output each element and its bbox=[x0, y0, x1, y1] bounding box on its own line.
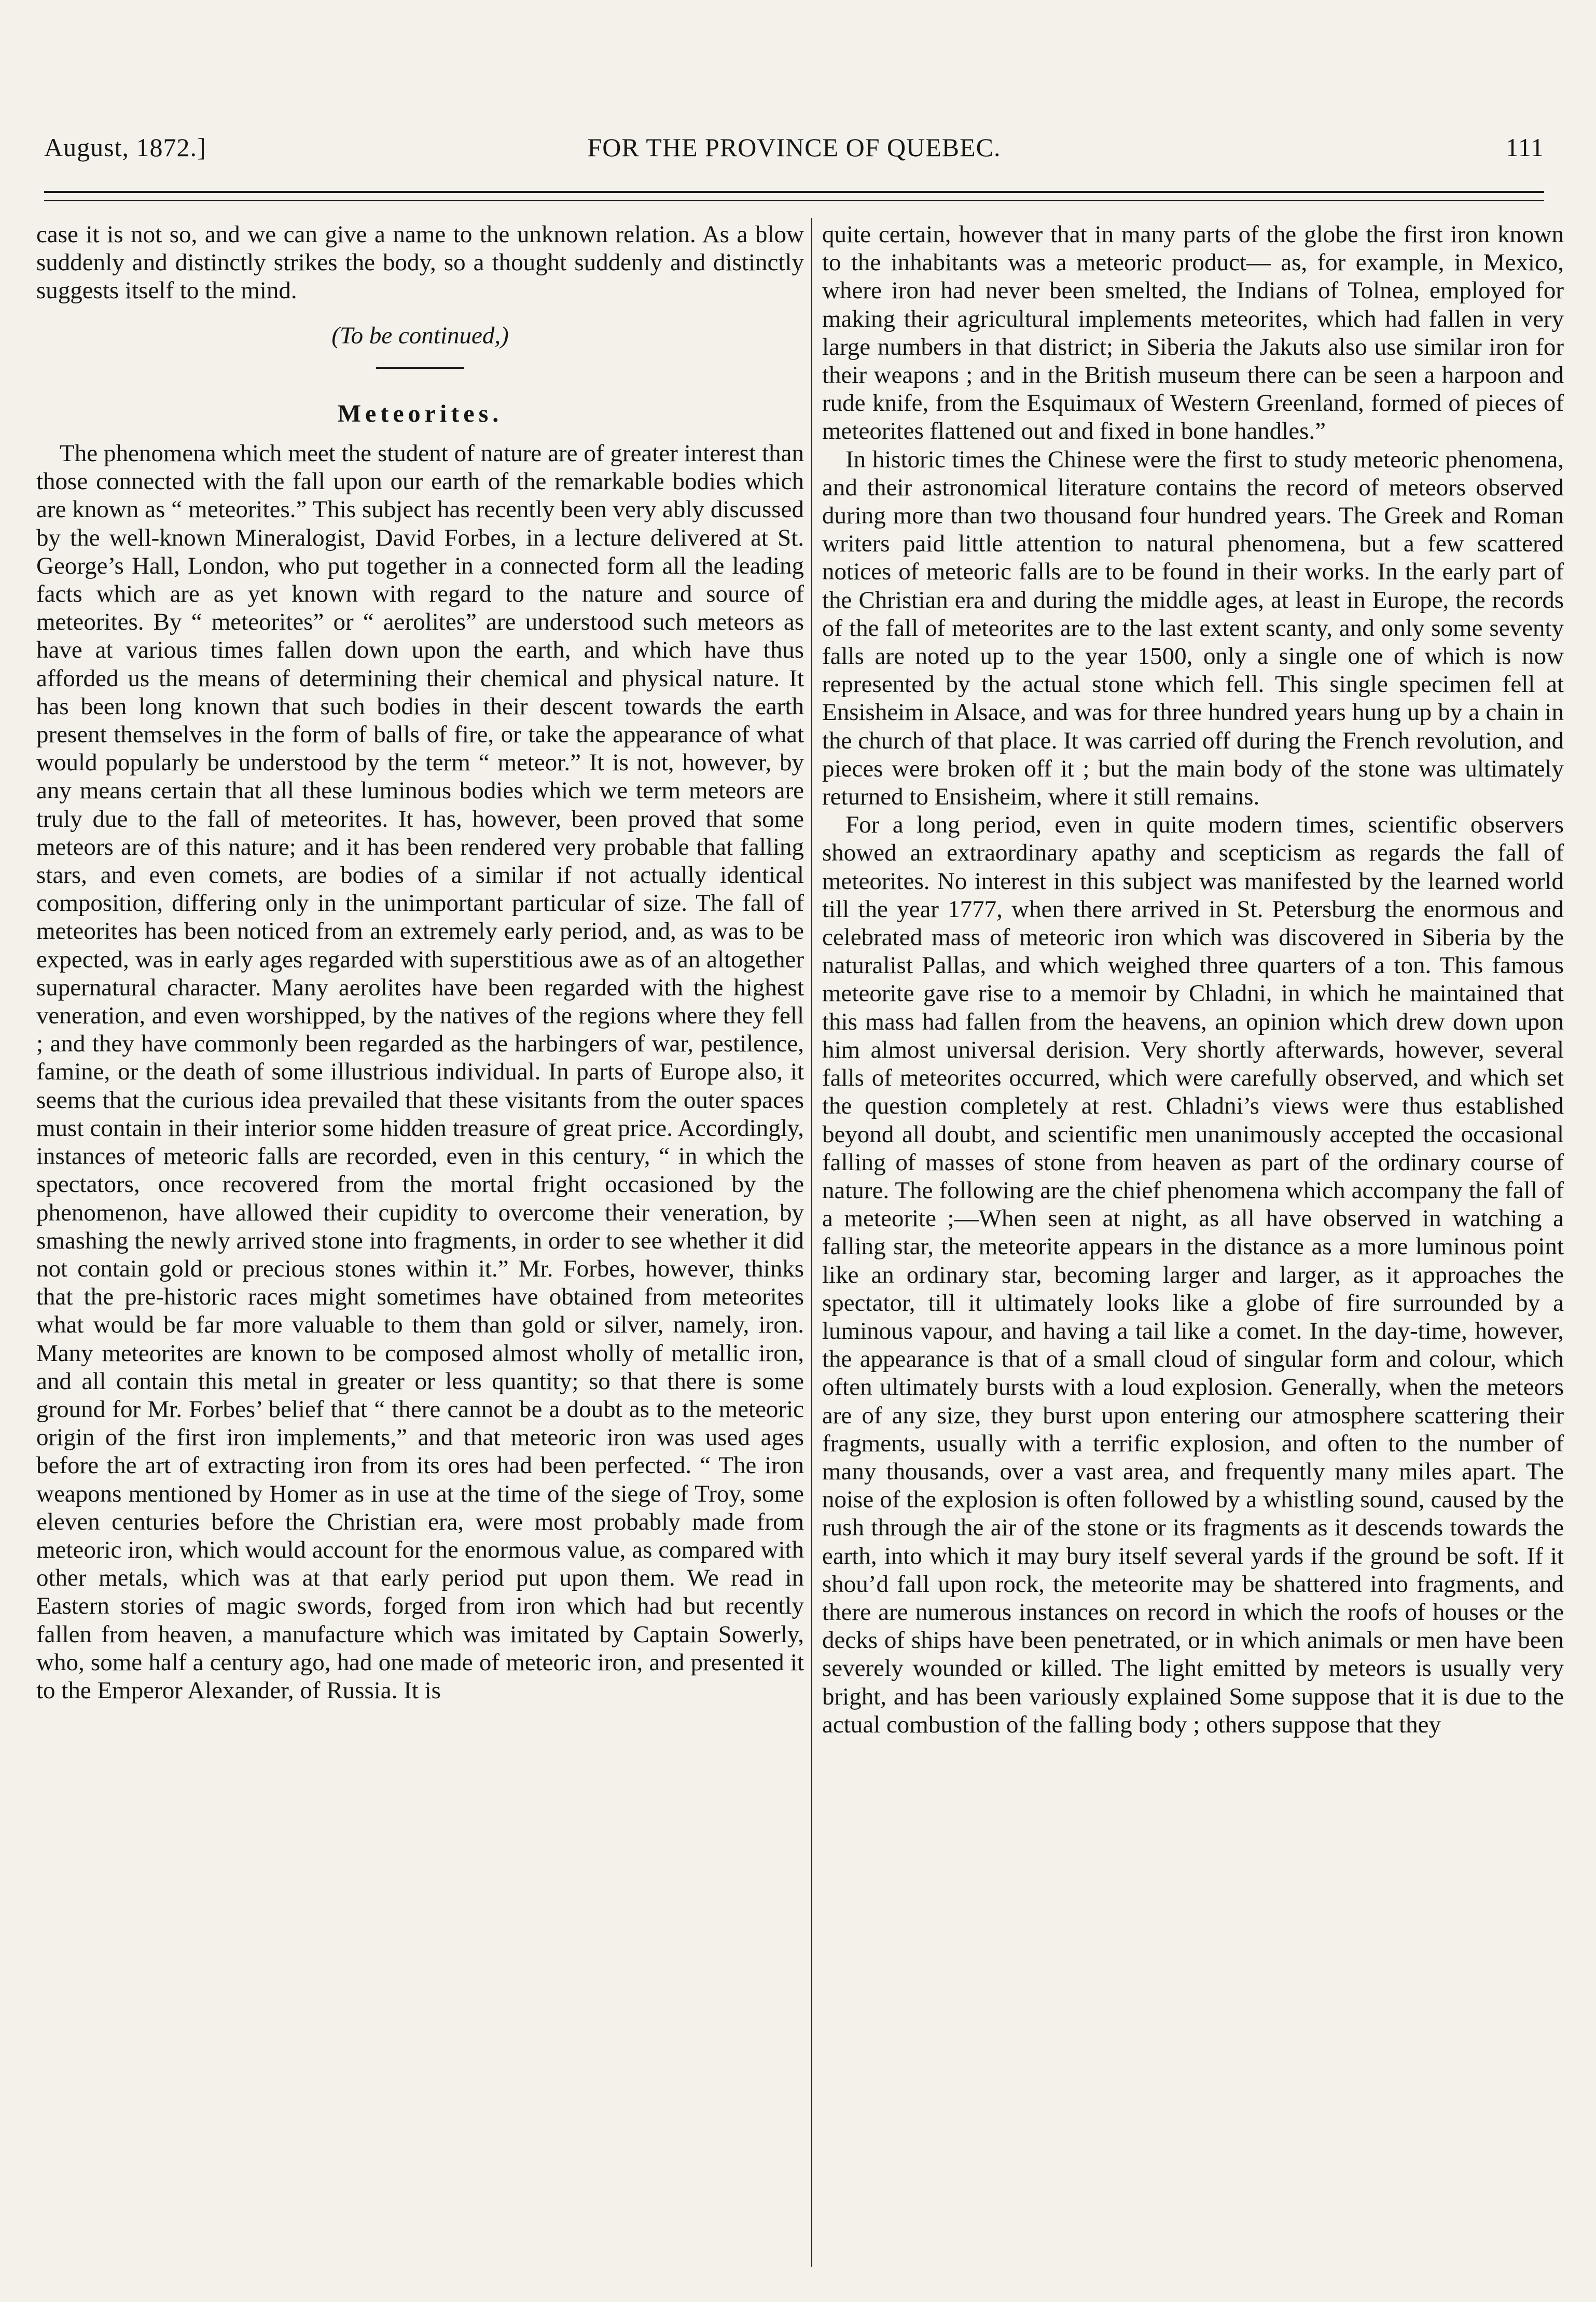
page-header bbox=[44, 132, 1544, 174]
to-be-continued-note: (To be continued,) bbox=[331, 322, 509, 349]
article-paragraph: The phenomena which meet the student of nature are of greater interest than those connected with the fall upon our earth of the remarkable bodies which are known as “ meteorites.” This subject has recently been very ably discussed by the well-known Mineralogist, David Forbes, in a lecture delivered at St. George’s Hall, London, who put together in a connected form all the leading facts which are as yet known with regard to the nature and source of meteorites. By “ meteorites” or “ aerolites” are understood such meteors as have at various times fallen down upon the earth, and which have thus afforded us the means of determining their chemical and physical nature. It has been long known that such bodies in their descent towards the earth present themselves in the form of balls of fire, or take the appearance of what would popularly be understood by the term “ meteor.” It is not, however, by any means certain that all these luminous bodies which we term meteors are truly due to the fall of meteorites. It has, however, been proved that some meteors are of this nature; and it has been rendered very probable that falling stars, and even comets, are bodies of a similar if not actually identical composition, differing only in the unimportant particular of size. The fall of meteorites has been noticed from an extremely early period, and, as was to be expected, was in early ages regarded with superstitious awe as of an altogether supernatural character. Many aerolites have been regarded with the highest veneration, and even worshipped, by the natives of the regions where they fell ; and they have commonly been regarded as the harbingers of war, pestilence, famine, or the death of some illustrious individual. In parts of Europe also, it seems that the curious idea prevailed that these visitants from the outer spaces must contain in their interior some hidden treasure of great price. Accordingly, instances of meteoric falls are recorded, even in this century, “ in which the spectators, once recovered from the mortal fright occasioned by the phenomenon, have allowed their cupidity to overcome their veneration, by smashing the newly arrived stone into fragments, in order to see whether it did not contain gold or precious stones within it.” Mr. Forbes, however, thinks that the pre-historic races might sometimes have obtained from meteorites what would be far more valuable to them than gold or silver, namely, iron. Many meteorites are known to be composed almost wholly of metallic iron, and all contain this metal in greater or less quantity; so that there is some ground for Mr. Forbes’ belief that “ there cannot be a doubt as to the meteoric origin of the first iron implements,” and that meteoric iron was used ages before the art of extracting iron from its ores had been perfected. “ The iron weapons mentioned by Homer as in use at the time of the siege of Troy, some eleven centuries before the Christian era, were most probably made from meteoric iron, which would account for the enormous value, as compared with other metals, which was at that early period put upon them. We read in Eastern stories of magic swords, forged from iron which had but recently fallen from heaven, a manufacture which was imitated by Captain Sowerly, who, some half a century ago, had one made of meteoric iron, and presented it to the Emperor Alexander, of Russia. It is bbox=[36, 440, 804, 1704]
header-rule-thin bbox=[44, 200, 1544, 201]
article-paragraph: quite certain, however that in many parts of the globe the first iron known to the inhabitants was a meteoric product— as, for example, in Mexico, where iron had never been smelted, the Indians of Tolnea, employed for making their agricultural implements meteorites, which had fallen in very large numbers in that district; in Siberia the Jakuts also use similar iron for their weapons ; and in the British museum there can be seen a harpoon and rude knife, from the Esquimaux of Western Greenland, formed of pieces of meteorites flattened out and fixed in bone handles.” bbox=[822, 221, 1564, 445]
header-date: August, 1872.] bbox=[44, 133, 206, 162]
left-column bbox=[36, 220, 804, 1704]
article-paragraph: For a long period, even in quite modern times, scientific observers showed an extraordinary apathy and scepticism as regards the fall of meteorites. No interest in this subject was manifested by the learned world till the year 1777, when there arrived in St. Petersburg the enormous and celebrated mass of meteoric iron which was discovered in Siberia by the naturalist Pallas, and which weighed three quarters of a ton. This famous meteorite gave rise to a memoir by Chladni, in which he maintained that this mass had fallen from the heavens, an opinion which drew down upon him almost universal derision. Very shortly afterwards, however, several falls of meteorites occurred, which were carefully observed, and which set the question completely at rest. Chladni’s views were thus established beyond all doubt, and scientific men unanimously accepted the occasional falling of masses of stone from heaven as part of the ordinary course of nature. The following are the chief phenomena which accompany the fall of a meteorite ;—When seen at night, as all have observed in watching a falling star, the meteorite appears in the distance as a more luminous point like an ordinary star, becoming larger and larger, as it approaches the spectator, till it ultimately looks like a globe of fire surrounded by a luminous vapour, and having a tail like a comet. In the day-time, however, the appearance is that of a small cloud of singular form and colour, which often ultimately bursts with a loud explosion. Generally, when the meteors are of any size, they burst upon entering our atmosphere scattering their fragments, usually with a terrific explosion, and often to the number of many thousands, over a vast area, and frequently many miles apart. The noise of the explosion is often followed by a whistling sound, caused by the rush through the air of the stone or its fragments as it descends towards the earth, into which it may bury itself several yards if the ground be soft. If it shou’d fall upon rock, the meteorite may be shattered into fragments, and there are numerous instances on record in which the roofs of houses or the decks of ships have been penetrated, or in which animals or men have been severely wounded or killed. The light emitted by meteors is usually very bright, and has been variously explained Some suppose that it is due to the actual combustion of the falling body ; others suppose that they bbox=[822, 811, 1564, 1738]
section-separator bbox=[376, 367, 464, 369]
right-column bbox=[822, 220, 1564, 1739]
column-divider bbox=[811, 218, 812, 2267]
header-title: FOR THE PROVINCE OF QUEBEC. bbox=[587, 133, 1001, 162]
header-rule-thick bbox=[44, 191, 1544, 193]
page-number: 111 bbox=[1505, 133, 1544, 162]
continued-paragraph: case it is not so, and we can give a name to the unknown relation. As a blow suddenly and distinctly strikes the body, so a thought suddenly and distinctly suggests itself to the mind. bbox=[36, 221, 804, 304]
section-title: Meteorites. bbox=[337, 399, 503, 427]
article-paragraph: In historic times the Chinese were the first to study meteoric phenomena, and their astronomical literature contains the record of meteors observed during more than two thousand four hundred years. The Greek and Roman writers paid little attention to natural phenomena, but a few scattered notices of meteoric falls are to be found in their works. In the early part of the Christian era and during the middle ages, at least in Europe, the records of the fall of meteorites are to the last extent scanty, and only some seventy falls are noted up to the year 1500, only a single one of which is now represented by the actual stone which fell. This single specimen fell at Ensisheim in Alsace, and was for three hundred years hung up by a chain in the church of that place. It was carried off during the French revolution, and pieces were broken off it ; but the main body of the stone was ultimately returned to Ensisheim, where it still remains. bbox=[822, 446, 1564, 811]
